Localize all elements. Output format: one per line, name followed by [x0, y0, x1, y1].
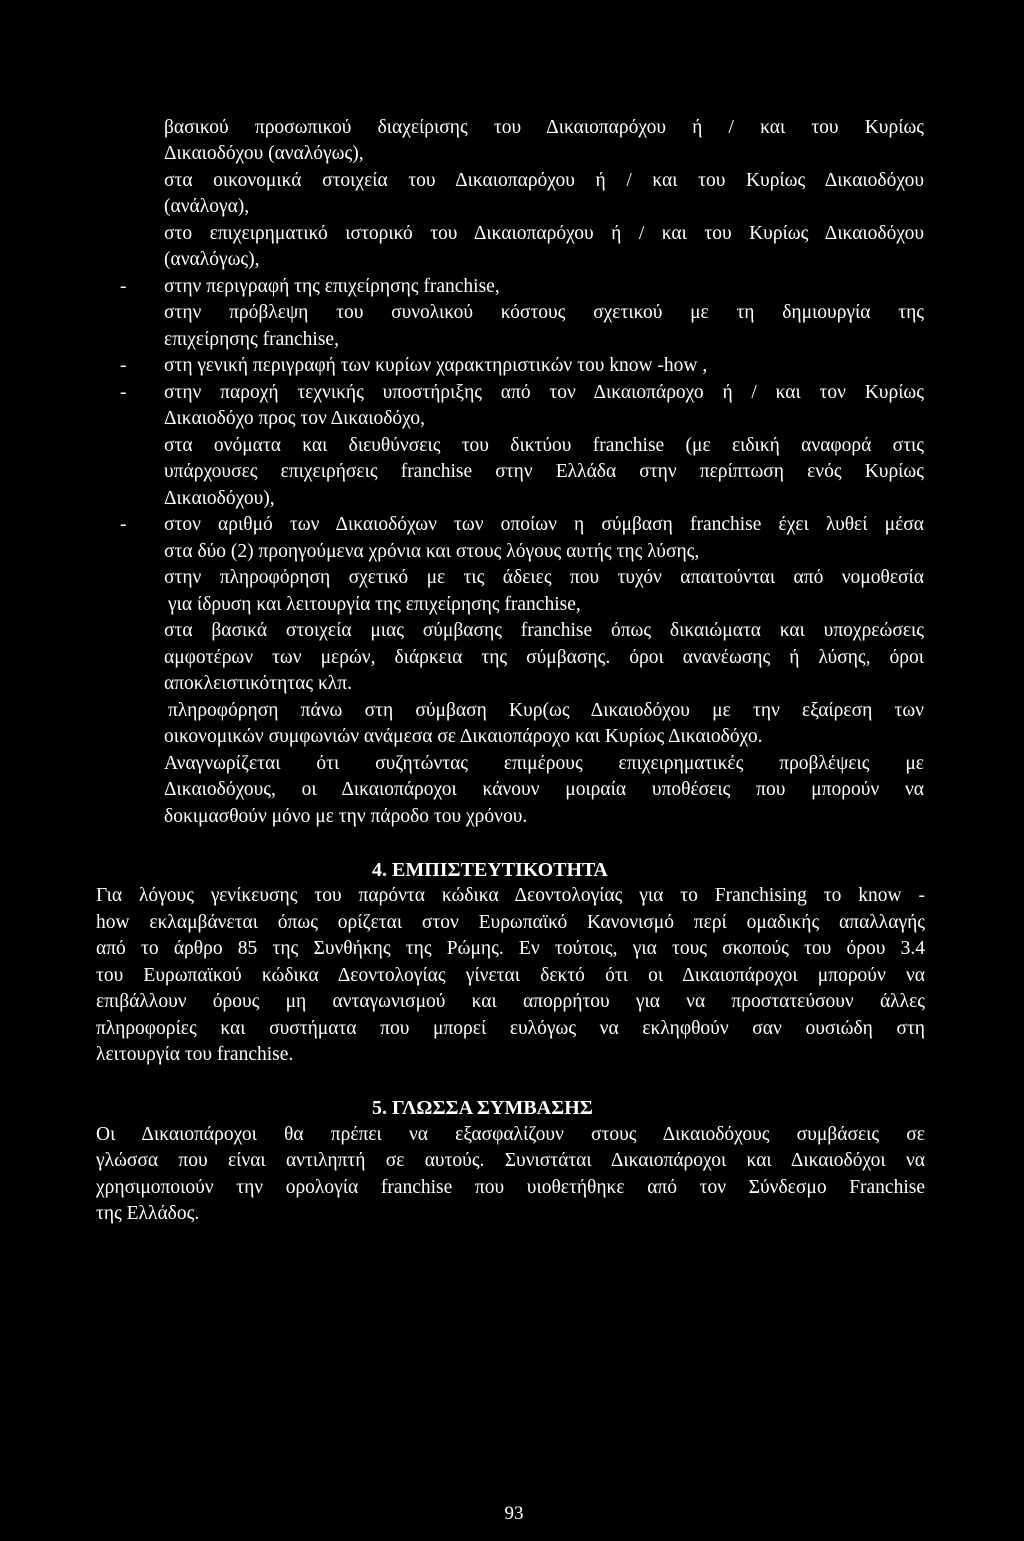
list-dash: - [120, 276, 127, 297]
text-line: αμφοτέρων των μερών, διάρκεια της σύμβασης. όροι ανανέωσης ή λύσης, όροι [164, 647, 924, 668]
text-line: Για λόγους γενίκευσης του παρόντα κώδικα Δεοντολογίας για το Franchising το know - [96, 885, 925, 906]
text-line: (αναλόγως), [164, 249, 260, 270]
text-line: βασικού προσωπικού διαχείρισης του Δικαιοπαρόχου ή / και του Κυρίως [164, 117, 924, 138]
text-line: στη γενική περιγραφή των κυρίων χαρακτηριστικών του know -how , [164, 355, 708, 376]
text-line: στον αριθμό των Δικαιοδόχων των οποίων η σύμβαση franchise έχει λυθεί μέσα [164, 514, 924, 535]
text-line: επιχείρησης franchise, [164, 329, 339, 350]
text-line: στα βασικά στοιχεία μιας σύμβασης franchise όπως δικαιώματα και υποχρεώσεις [164, 620, 924, 641]
text-line: οικονομικών συμφωνιών ανάμεσα σε Δικαιοπάροχο και Κυρίως Δικαιοδόχο. [164, 726, 763, 747]
text-line: του Ευρωπαϊκού κώδικα Δεοντολογίας γίνεται δεκτό ότι οι Δικαιοπάροχοι μπορούν να [96, 965, 925, 986]
list-dash: - [120, 355, 127, 376]
text-line: Δικαιοδόχο προς τον Δικαιοδόχο, [164, 408, 426, 429]
list-dash: - [120, 382, 127, 403]
text-line: στα οικονομικά στοιχεία του Δικαιοπαρόχου ή / και του Κυρίως Δικαιοδόχου [164, 170, 924, 191]
text-line: στο επιχειρηματικό ιστορικό του Δικαιοπαρόχου ή / και του Κυρίως Δικαιοδόχου [164, 223, 924, 244]
text-line: δοκιμασθούν μόνο με την πάροδο του χρόνου. [164, 806, 528, 827]
page-number: 93 [504, 1503, 524, 1524]
text-line: στην περιγραφή της επιχείρησης franchise, [164, 276, 500, 297]
text-line: στα δύο (2) προηγούμενα χρόνια και στους λόγους αυτής της λύσης, [164, 541, 700, 562]
section-heading-contract-language: 5. ΓΛΩΣΣΑ ΣΥΜΒΑΣΗΣ [372, 1097, 593, 1119]
text-line: Αναγνωρίζεται ότι συζητώντας επιμέρους επιχειρηματικές προβλέψεις με [164, 753, 924, 774]
text-line: στην πληροφόρηση σχετικό με τις άδειες που τυχόν απαιτούνται από νομοθεσία [164, 567, 924, 588]
text-line: στα ονόματα και διευθύνσεις του δικτύου franchise (με ειδική αναφορά στις [164, 435, 924, 456]
text-line: από το άρθρο 85 της Συνθήκης της Ρώμης. Εν τούτοις, για τους σκοπούς του όρου 3.4 [96, 938, 925, 959]
text-line: στην παροχή τεχνικής υποστήριξης από τον Δικαιοπάροχο ή / και τον Κυρίως [164, 382, 924, 403]
text-line: στην πρόβλεψη του συνολικού κόστους σχετικού με τη δημιουργία της [164, 302, 924, 323]
list-dash: - [120, 514, 127, 535]
text-line: Δικαιοδόχου), [164, 488, 275, 509]
text-line: της Ελλάδος. [96, 1203, 200, 1224]
text-line: λειτουργία του franchise. [96, 1044, 294, 1065]
section-heading-confidentiality: 4. ΕΜΠΙΣΤΕΥΤΙΚΟΤΗΤΑ [372, 859, 608, 881]
text-line: επιβάλλουν όρους μη ανταγωνισμού και απορρήτου για να προστατεύσουν άλλες [96, 991, 925, 1012]
text-line: υπάρχουσες επιχειρήσεις franchise στην Ελλάδα στην περίπτωση ενός Κυρίως [164, 461, 924, 482]
text-line: Οι Δικαιοπάροχοι θα πρέπει να εξασφαλίζουν στους Δικαιοδόχους συμβάσεις σε [96, 1124, 925, 1145]
text-line: (ανάλογα), [164, 196, 250, 217]
text-line: how εκλαμβάνεται όπως ορίζεται στον Ευρωπαϊκό Κανονισμό περί ομαδικής απαλλαγής [96, 912, 925, 933]
text-line: χρησιμοποιούν την ορολογία franchise που υιοθετήθηκε από τον Σύνδεσμο Franchise [96, 1177, 925, 1198]
text-line: Δικαιοδόχους, οι Δικαιοπάροχοι κάνουν μοιραία υποθέσεις που μπορούν να [164, 779, 924, 800]
text-line: για ίδρυση και λειτουργία της επιχείρησης franchise, [168, 594, 581, 615]
text-line: αποκλειστικότητας κλπ. [164, 673, 352, 694]
text-line: πληροφορίες και συστήματα που μπορεί ευλόγως να εκληφθούν σαν ουσιώδη στη [96, 1018, 925, 1039]
text-line: πληροφόρηση πάνω στη σύμβαση Κυρ(ως Δικαιοδόχου με την εξαίρεση των [168, 700, 924, 721]
text-line: γλώσσα που είναι αντιληπτή σε αυτούς. Συνιστάται Δικαιοπάροχοι και Δικαιοδόχοι να [96, 1150, 925, 1171]
text-line: Δικαιοδόχου (αναλόγως), [164, 143, 364, 164]
